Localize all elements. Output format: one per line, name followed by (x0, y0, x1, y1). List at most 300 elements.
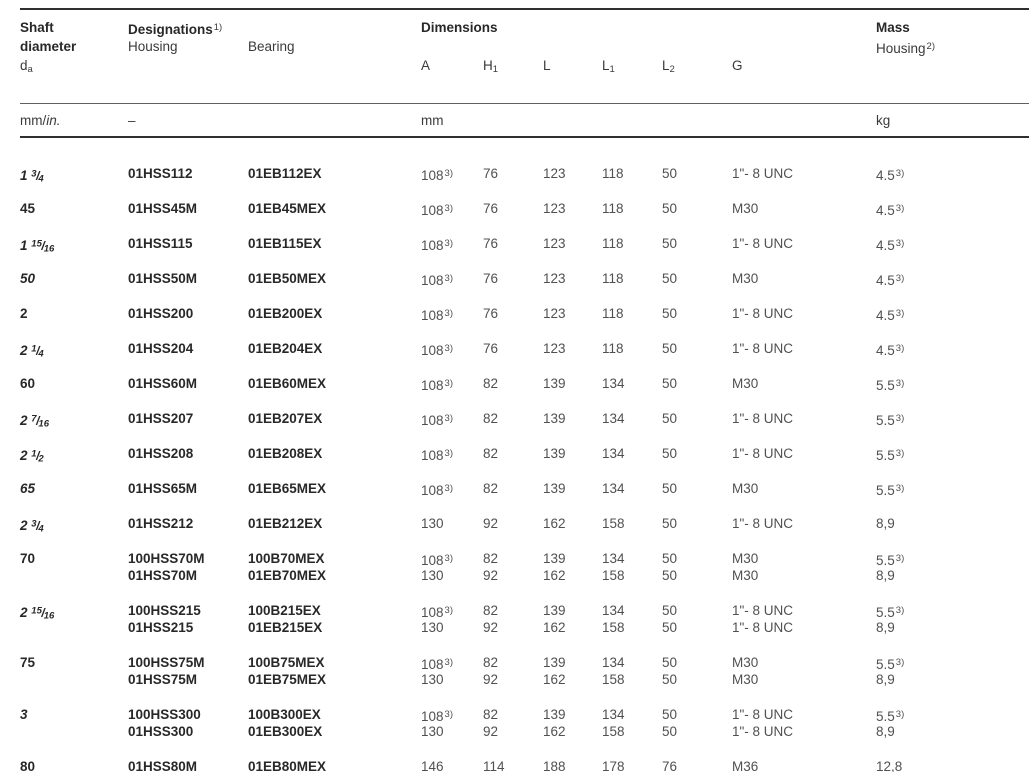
housing-cell-value: 01HSS50M (128, 271, 198, 286)
bearing-cell-value: 100B300EX (248, 707, 321, 722)
fraction-slash: / (36, 413, 39, 428)
mass-footnote-marker: 2) (926, 41, 935, 52)
shaft-size: 50 (20, 271, 36, 286)
dim-a-cell-footnote-marker: 3) (444, 605, 453, 616)
dim-a-cell-footnote-marker: 3) (444, 448, 453, 459)
dim-g-cell-value: M30 (732, 376, 759, 391)
bearing-cell (248, 200, 421, 217)
top-rule (20, 8, 1029, 10)
shaft-size: 80 (20, 759, 36, 772)
dim-g-cell (732, 706, 876, 740)
housing-cell-value: 100HSS70M (128, 551, 205, 566)
dim-l1-cell-value: 158 (602, 568, 625, 583)
size-cell (20, 340, 128, 357)
dim-g-cell (732, 654, 876, 688)
dim-l1-cell (602, 480, 662, 497)
dim-a-cell (421, 550, 483, 584)
dim-a-cell-footnote-marker: 3) (444, 168, 453, 179)
dim-l1-cell-value: 134 (602, 481, 625, 496)
dim-l1-cell-value: 158 (602, 516, 625, 531)
table-row (20, 261, 1029, 296)
bearing-cell-value: 01EB65MEX (248, 481, 327, 496)
dim-l-cell-value: 123 (543, 236, 566, 251)
col-header-housing: Housing (128, 39, 178, 54)
shaft-size: 70 (20, 551, 36, 566)
bearing-cell (248, 165, 421, 182)
shaft-size: 2 $^1$/4 (20, 342, 44, 359)
fraction-denominator: 2 (38, 453, 44, 464)
table-row (20, 645, 1029, 697)
dim-l1-cell (602, 602, 662, 636)
housing-cell-value: 01HSS204 (128, 341, 194, 356)
dim-g-cell-value: 1"- 8 UNC (732, 724, 794, 739)
size-cell (20, 515, 128, 532)
dim-l1-cell-value: 134 (602, 707, 625, 722)
dim-g-cell-value: 1"- 8 UNC (732, 446, 794, 461)
table-row (20, 191, 1029, 226)
dim-a-cell-value: 130 (421, 568, 444, 583)
dim-l2-cell (662, 305, 732, 322)
mass-cell (876, 706, 1029, 740)
mass-cell (876, 375, 1029, 392)
dim-g-label: G (732, 58, 743, 73)
mass-housing-label: Housing (876, 41, 926, 56)
col-header-shaft: Shaft (20, 20, 54, 35)
mass-cell-value: 4.5$^{3)}$ (876, 273, 905, 288)
bearing-cell-value: 01EB60MEX (248, 376, 327, 391)
dim-a-cell-footnote-marker: 3) (444, 343, 453, 354)
dim-g-cell (732, 375, 876, 392)
mass-cell-value: 4.5$^{3)}$ (876, 343, 905, 358)
dim-l1-cell (602, 165, 662, 182)
dim-h1-cell (483, 758, 543, 772)
col-header-dimensions: Dimensions (421, 20, 498, 35)
dim-l2-cell (662, 270, 732, 287)
dim-l1-cell (602, 235, 662, 252)
dim-a-cell-footnote-marker: 3) (444, 238, 453, 249)
dim-l2-cell-value: 50 (662, 568, 678, 583)
dim-l2-cell-value: 50 (662, 603, 678, 618)
bearing-cell-value: 01EB75MEX (248, 672, 327, 687)
dim-l1-cell (602, 200, 662, 217)
housing-cell (128, 235, 248, 252)
dim-l-cell (543, 758, 602, 772)
shaft-size: 60 (20, 376, 36, 391)
dim-l-cell (543, 515, 602, 532)
dim-a-cell-value: 130 (421, 516, 444, 531)
housing-cell-value: 100HSS300 (128, 707, 201, 722)
col-header-dim-l2 (662, 56, 732, 75)
units-shaft (20, 113, 128, 128)
dim-l-cell-value: 139 (543, 603, 566, 618)
dim-g-cell-value: M30 (732, 201, 759, 216)
shaft-size: 45 (20, 201, 36, 216)
designations-label: Designations (128, 22, 213, 37)
dim-l2-cell-value: 50 (662, 655, 678, 670)
dim-h1-cell (483, 410, 543, 427)
dim-a-cell-value: 108$^{3)}$ (421, 553, 453, 568)
bearing-cell-value: 01EB112EX (248, 166, 322, 181)
shaft-size: 2 $^1$/2 (20, 447, 44, 464)
dim-l1-cell-value: 118 (602, 201, 624, 216)
dim-g-cell (732, 758, 876, 772)
fraction-slash: / (41, 238, 45, 253)
dim-l2-cell (662, 445, 732, 462)
dim-l1-cell-value: 158 (602, 620, 625, 635)
dim-l-cell-value: 162 (543, 724, 566, 739)
dim-h1-cell (483, 480, 543, 497)
housing-cell-value: 01HSS212 (128, 516, 194, 531)
table-body (20, 138, 1029, 772)
dim-l-cell-value: 162 (543, 516, 566, 531)
fraction-denominator: 16 (38, 418, 49, 429)
dim-h1-label: H (483, 58, 493, 73)
dim-h1-cell-value: 76 (483, 166, 499, 181)
dim-a-cell-footnote-marker: 3) (444, 657, 453, 668)
mass-cell-value: 5.5$^{3)}$ (876, 378, 905, 393)
housing-cell-value: 01HSS65M (128, 481, 198, 496)
bearing-cell (248, 445, 421, 462)
dim-g-cell (732, 410, 876, 427)
mass-cell (876, 410, 1029, 427)
dim-l-cell (543, 165, 602, 182)
col-header-diameter: diameter (20, 39, 77, 54)
dim-h1-cell-value: 76 (483, 236, 499, 251)
dim-l2-cell-value: 50 (662, 620, 678, 635)
housing-cell-value: 01HSS300 (128, 724, 194, 739)
dim-l2-cell (662, 654, 732, 688)
dim-a-cell-value: 130 (421, 672, 444, 687)
size-cell (20, 480, 128, 497)
units-mm: mm/ (20, 112, 47, 128)
mass-cell-footnote-marker: 3) (895, 605, 905, 616)
col-header-dim-l (543, 56, 602, 75)
dim-h1-cell-value: 82 (483, 551, 499, 566)
dim-l-cell-value: 162 (543, 568, 566, 583)
dim-h1-cell (483, 550, 543, 584)
dim-l2-cell-value: 50 (662, 481, 678, 496)
dim-h1-cell-value: 92 (483, 516, 499, 531)
bearing-cell (248, 602, 421, 636)
dim-h1-cell (483, 305, 543, 322)
table-row (20, 156, 1029, 191)
mass-cell (876, 550, 1029, 584)
dim-l1-cell (602, 305, 662, 322)
bearing-cell (248, 706, 421, 740)
dim-h1-cell-value: 114 (483, 759, 505, 772)
mass-cell (876, 602, 1029, 636)
table-row (20, 226, 1029, 261)
size-cell (20, 305, 128, 322)
mass-cell-footnote-marker: 3) (895, 448, 905, 459)
dim-h1-cell (483, 654, 543, 688)
units-dimensions: mm (421, 112, 444, 128)
shaft-size: 2 $^7$/16 (20, 412, 49, 429)
dim-l2-cell-value: 50 (662, 376, 678, 391)
housing-cell-value: 01HSS80M (128, 759, 198, 772)
shaft-size: 2 (20, 306, 28, 321)
dim-g-cell (732, 550, 876, 584)
dim-l-cell-value: 123 (543, 341, 566, 356)
housing-cell (128, 706, 248, 740)
mass-cell-value: 8,9 (876, 620, 895, 635)
mass-cell (876, 515, 1029, 532)
dim-l-cell-value: 139 (543, 707, 566, 722)
dim-l1-cell-value: 134 (602, 655, 625, 670)
bearing-cell-value: 100B75MEX (248, 655, 325, 670)
size-cell (20, 270, 128, 287)
mass-cell-value: 5.5$^{3)}$ (876, 413, 905, 428)
dim-h1-cell (483, 445, 543, 462)
dim-l2-label: L (662, 58, 670, 73)
dim-a-cell-value: 146 (421, 759, 444, 772)
bearing-cell-value: 01EB207EX (248, 411, 323, 426)
table-header (20, 18, 1029, 75)
dim-g-cell-value: M30 (732, 655, 759, 670)
dim-g-cell (732, 305, 876, 322)
col-header-mass: Mass (876, 20, 910, 35)
dim-a-cell (421, 445, 483, 462)
bearing-cell (248, 480, 421, 497)
table-row (20, 471, 1029, 506)
mass-cell-value: 5.5$^{3)}$ (876, 483, 905, 498)
mass-cell-value: 5.5$^{3)}$ (876, 553, 905, 568)
dim-l2-cell-value: 50 (662, 446, 678, 461)
dim-a-label: A (421, 58, 431, 73)
bearing-cell-value: 01EB200EX (248, 306, 323, 321)
bearing-cell-value: 01EB208EX (248, 446, 323, 461)
dim-g-cell (732, 480, 876, 497)
fraction-denominator: 4 (38, 173, 44, 184)
dim-h1-cell (483, 200, 543, 217)
dim-l1-cell (602, 654, 662, 688)
dim-h1-cell-value: 82 (483, 411, 499, 426)
dim-l-cell (543, 706, 602, 740)
dim-l2-cell-value: 50 (662, 707, 678, 722)
housing-cell-value: 01HSS60M (128, 376, 198, 391)
housing-cell (128, 602, 248, 636)
table-row (20, 697, 1029, 749)
dim-a-cell-footnote-marker: 3) (444, 483, 453, 494)
dim-a-cell (421, 654, 483, 688)
housing-cell (128, 445, 248, 462)
size-cell (20, 165, 128, 182)
dim-a-cell-value: 108$^{3)}$ (421, 605, 453, 620)
size-cell (20, 200, 128, 217)
dim-g-cell (732, 515, 876, 532)
housing-cell (128, 410, 248, 427)
dim-l1-cell (602, 410, 662, 427)
dim-a-cell (421, 165, 483, 182)
col-header-bearing: Bearing (248, 39, 295, 54)
housing-cell (128, 480, 248, 497)
dim-g-cell-value: 1"- 8 UNC (732, 236, 794, 251)
dim-a-cell (421, 375, 483, 392)
table-row (20, 749, 1029, 772)
housing-cell (128, 654, 248, 688)
mass-cell-value: 4.5$^{3)}$ (876, 168, 905, 183)
dim-l2-sub: 2 (669, 64, 675, 75)
dim-a-cell-value: 108$^{3)}$ (421, 448, 453, 463)
fraction-slash: / (36, 168, 39, 183)
size-cell (20, 410, 128, 427)
mass-cell-footnote-marker: 3) (895, 657, 905, 668)
dim-l-cell-value: 188 (543, 759, 566, 772)
dim-l-cell-value: 123 (543, 166, 566, 181)
housing-cell-value: 01HSS200 (128, 306, 194, 321)
dim-l-cell (543, 235, 602, 252)
dim-a-cell (421, 758, 483, 772)
fraction-numerator: 7 (31, 413, 37, 424)
table-row (20, 506, 1029, 541)
mass-cell-value: 4.5$^{3)}$ (876, 238, 905, 253)
mass-cell-footnote-marker: 3) (895, 203, 905, 214)
dim-g-cell-value: M30 (732, 568, 759, 583)
shaft-size: 2 $^3$/4 (20, 517, 44, 534)
dim-l2-cell-value: 76 (662, 759, 678, 772)
dim-l2-cell-value: 50 (662, 166, 678, 181)
dim-l-cell-value: 123 (543, 306, 566, 321)
dim-l-label: L (543, 58, 551, 73)
dim-g-cell (732, 200, 876, 217)
size-cell (20, 550, 128, 584)
bearing-cell (248, 305, 421, 322)
dim-g-cell-value: 1"- 8 UNC (732, 620, 794, 635)
dim-l2-cell-value: 50 (662, 341, 678, 356)
fraction-denominator: 16 (43, 610, 55, 621)
mass-cell-footnote-marker: 3) (895, 483, 905, 494)
shaft-size: 75 (20, 655, 36, 670)
dim-h1-cell (483, 602, 543, 636)
dim-h1-cell-value: 76 (483, 306, 499, 321)
dim-g-cell-value: 1"- 8 UNC (732, 411, 794, 426)
dim-l-cell (543, 270, 602, 287)
dim-a-cell-value: 108$^{3)}$ (421, 657, 453, 672)
shaft-size: 3 (20, 707, 28, 722)
mass-cell-footnote-marker: 3) (895, 709, 905, 720)
dim-l1-cell (602, 375, 662, 392)
dim-l2-cell-value: 50 (662, 236, 678, 251)
dim-h1-cell-value: 76 (483, 271, 499, 286)
bearing-cell-value: 01EB70MEX (248, 568, 327, 583)
housing-cell (128, 200, 248, 217)
dim-l1-cell (602, 515, 662, 532)
dim-a-cell-value: 108$^{3)}$ (421, 709, 453, 724)
dim-l1-cell-value: 134 (602, 551, 625, 566)
dim-l2-cell-value: 50 (662, 201, 678, 216)
dim-l1-cell-value: 118 (602, 236, 624, 251)
dim-h1-cell (483, 340, 543, 357)
dim-l2-cell (662, 550, 732, 584)
dim-l1-cell-value: 158 (602, 672, 625, 687)
dim-l2-cell-value: 50 (662, 672, 678, 687)
dim-a-cell-footnote-marker: 3) (444, 553, 453, 564)
dim-a-cell-footnote-marker: 3) (444, 709, 453, 720)
housing-cell (128, 515, 248, 532)
dim-g-cell-value: 1"- 8 UNC (732, 341, 794, 356)
dim-l1-label: L (602, 58, 610, 73)
fraction-numerator: 1 (31, 448, 37, 459)
dim-h1-cell-value: 92 (483, 672, 499, 687)
housing-cell-value: 01HSS70M (128, 568, 198, 583)
bearing-cell-value: 01EB212EX (248, 516, 323, 531)
mass-cell-value: 5.5$^{3)}$ (876, 605, 905, 620)
bearing-cell (248, 515, 421, 532)
housing-cell (128, 375, 248, 392)
housing-cell-value: 01HSS75M (128, 672, 198, 687)
housing-cell (128, 165, 248, 182)
dim-l1-cell-value: 118 (602, 166, 624, 181)
mass-cell-value: 5.5$^{3)}$ (876, 448, 905, 463)
dim-a-cell (421, 480, 483, 497)
dim-l2-cell-value: 50 (662, 551, 678, 566)
mass-cell-value: 5.5$^{3)}$ (876, 709, 905, 724)
dim-g-cell-value: 1"- 8 UNC (732, 306, 794, 321)
da-base: d (20, 58, 28, 73)
fraction-slash: / (41, 605, 45, 620)
dim-g-cell-value: 1"- 8 UNC (732, 603, 794, 618)
dim-l-cell-value: 139 (543, 376, 566, 391)
dim-a-cell (421, 270, 483, 287)
dim-a-cell-value: 108$^{3)}$ (421, 273, 453, 288)
dim-a-cell (421, 602, 483, 636)
fraction-slash: / (36, 518, 39, 533)
mass-cell (876, 235, 1029, 252)
dim-l1-cell-value: 134 (602, 411, 625, 426)
dim-l-cell (543, 445, 602, 462)
dim-g-cell (732, 445, 876, 462)
dim-l2-cell (662, 340, 732, 357)
dim-h1-cell-value: 92 (483, 620, 499, 635)
dim-g-cell (732, 235, 876, 252)
dim-l1-cell-value: 118 (602, 306, 624, 321)
dim-a-cell-value: 108$^{3)}$ (421, 308, 453, 323)
mass-cell (876, 654, 1029, 688)
dim-g-cell-value: M30 (732, 481, 759, 496)
col-header-dim-l1 (602, 56, 662, 75)
dim-a-cell-value: 108$^{3)}$ (421, 483, 453, 498)
units-in: in. (46, 112, 61, 128)
fraction-slash: / (36, 343, 39, 358)
mass-cell (876, 480, 1029, 497)
size-cell (20, 706, 128, 740)
units-mass: kg (876, 112, 891, 128)
dim-h1-cell (483, 706, 543, 740)
fraction-numerator: 1 (31, 343, 37, 354)
col-header-dim-h1 (483, 56, 543, 75)
fraction-numerator: 3 (31, 518, 37, 529)
dim-l1-cell-value: 134 (602, 376, 625, 391)
dim-l-cell (543, 305, 602, 322)
dim-l1-cell-value: 178 (602, 759, 625, 772)
mass-cell-value: 8,9 (876, 568, 895, 583)
dim-l-cell-value: 123 (543, 271, 566, 286)
fraction-numerator: 15 (31, 238, 42, 249)
dim-g-cell-value: 1"- 8 UNC (732, 707, 794, 722)
dim-g-cell-value: M30 (732, 672, 759, 687)
bearing-cell-value: 01EB45MEX (248, 201, 327, 216)
dim-l-cell-value: 139 (543, 655, 566, 670)
shaft-size: 1 $^3$/4 (20, 167, 44, 184)
table-row (20, 593, 1029, 645)
dim-h1-cell (483, 375, 543, 392)
dim-l2-cell (662, 758, 732, 772)
bearing-cell-value: 01EB50MEX (248, 271, 327, 286)
mass-cell-value: 8,9 (876, 724, 895, 739)
size-cell (20, 602, 128, 636)
dim-l2-cell (662, 706, 732, 740)
units-designations: – (128, 112, 136, 128)
